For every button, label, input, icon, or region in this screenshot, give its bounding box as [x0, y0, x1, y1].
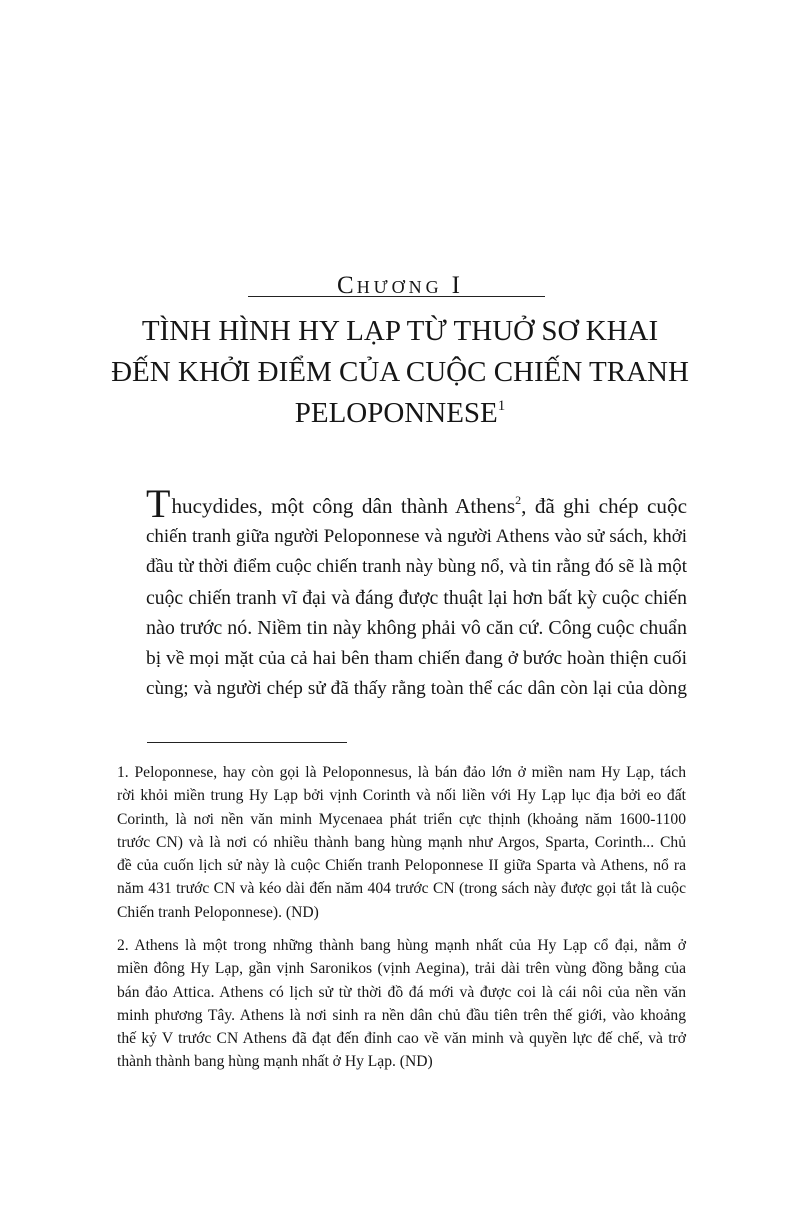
body-line: chiến tranh giữa người Peloponnese và người Athens vào sử sách, khởi: [146, 525, 687, 547]
chapter-numeral: I: [451, 272, 463, 299]
footnote-line: 2. Athens là một trong những thành bang hùng mạnh nhất của Hy Lạp cổ đại, nằm ở: [117, 937, 686, 954]
footnote-line: rời khỏi miền trung Hy Lạp bởi vịnh Corinth và nối liền với Hy Lạp lục địa bởi eo đất: [117, 787, 686, 805]
body-line-text: hucydides, một công dân thành Athens: [171, 494, 516, 518]
chapter-title-line: TÌNH HÌNH HY LẠP TỪ THUỞ SƠ KHAI: [141, 315, 659, 347]
footnote-line: thành thành bang hùng mạnh nhất ở Hy Lạp. (ND): [117, 1053, 433, 1071]
footnote-1: [117, 761, 686, 924]
body-line: nào trước nó. Niềm tin này không phải vô căn cứ. Công cuộc chuẩn: [146, 617, 687, 639]
body-line: bị về mọi mặt của cả hai bên tham chiến đang ở bước hoàn thiện cuối: [146, 647, 687, 669]
body-line: [146, 481, 687, 526]
footnote-2: [117, 934, 686, 1074]
footnote-ref-2: 2: [515, 493, 522, 507]
footnote-line: minh phương Tây. Athens là nơi sinh ra nền dân chủ đầu tiên trên thế giới, vào khoảng: [117, 1006, 686, 1024]
body-line-text: , đã ghi chép cuộc: [521, 494, 687, 518]
footnote-line: Corinth, là nơi nền văn minh Mycenaea phát triển cực thịnh (khoảng năm 1600-1100: [117, 810, 686, 828]
footnote-line: bán đảo Attica. Athens có lịch sử từ thời đồ đá mới và được coi là cái nôi của nền văn: [117, 983, 686, 1001]
footnote-line: đề của cuốn lịch sử này là cuộc Chiến tranh Peloponnese II giữa Sparta và Athens, nổ ra: [117, 857, 686, 875]
body-line: cùng; và người chép sử đã thấy rằng toàn thể các dân còn lại của dòng: [146, 678, 687, 699]
footnote-line: Chiến tranh Peloponnese). (ND): [117, 903, 319, 921]
footnote-line: năm 431 trước CN và kéo dài đến năm 404 trước CN (trong sách này được gọi tắt là cuộc: [117, 880, 686, 898]
chapter-title-text: PELOPONNESE: [294, 397, 498, 429]
drop-cap: T: [146, 481, 171, 526]
body-line: cuộc chiến tranh vĩ đại và đáng được thuật lại hơn bất kỳ cuộc chiến: [146, 586, 687, 609]
body-line: đầu từ thời điểm cuộc chiến tranh này bùng nổ, và tin rằng đó sẽ là một: [146, 556, 687, 577]
chapter-divider: [248, 296, 545, 297]
footnote-ref-1: 1: [497, 398, 506, 414]
body-paragraph: [146, 481, 687, 705]
chapter-label-cap: C: [337, 272, 357, 299]
chapter-title: [80, 311, 720, 434]
footnote-line: 1. Peloponnese, hay còn gọi là Peloponnesus, là bán đảo lớn ở miền nam Hy Lạp, tách: [117, 764, 686, 781]
footnote-divider: [147, 742, 347, 743]
chapter-title-line: ĐẾN KHỞI ĐIỂM CỦA CUỘC CHIẾN TRANH: [111, 356, 689, 388]
footnote-line: miền đông Hy Lạp, gần vịnh Saronikos (vịnh Aegina), trải dài trên vùng đồng bằng của: [117, 960, 686, 978]
chapter-title-line: [80, 393, 720, 434]
footnote-line: thế kỷ V trước CN Athens đã đạt đến đỉnh cao về văn minh và quyền lực đế chế, và trở: [117, 1030, 686, 1048]
footnote-line: trước CN) và là nơi có nhiều thành bang hùng mạnh như Argos, Sparta, Corinth... Chủ: [117, 833, 686, 851]
chapter-label-rest: HƯƠNG: [356, 277, 443, 297]
